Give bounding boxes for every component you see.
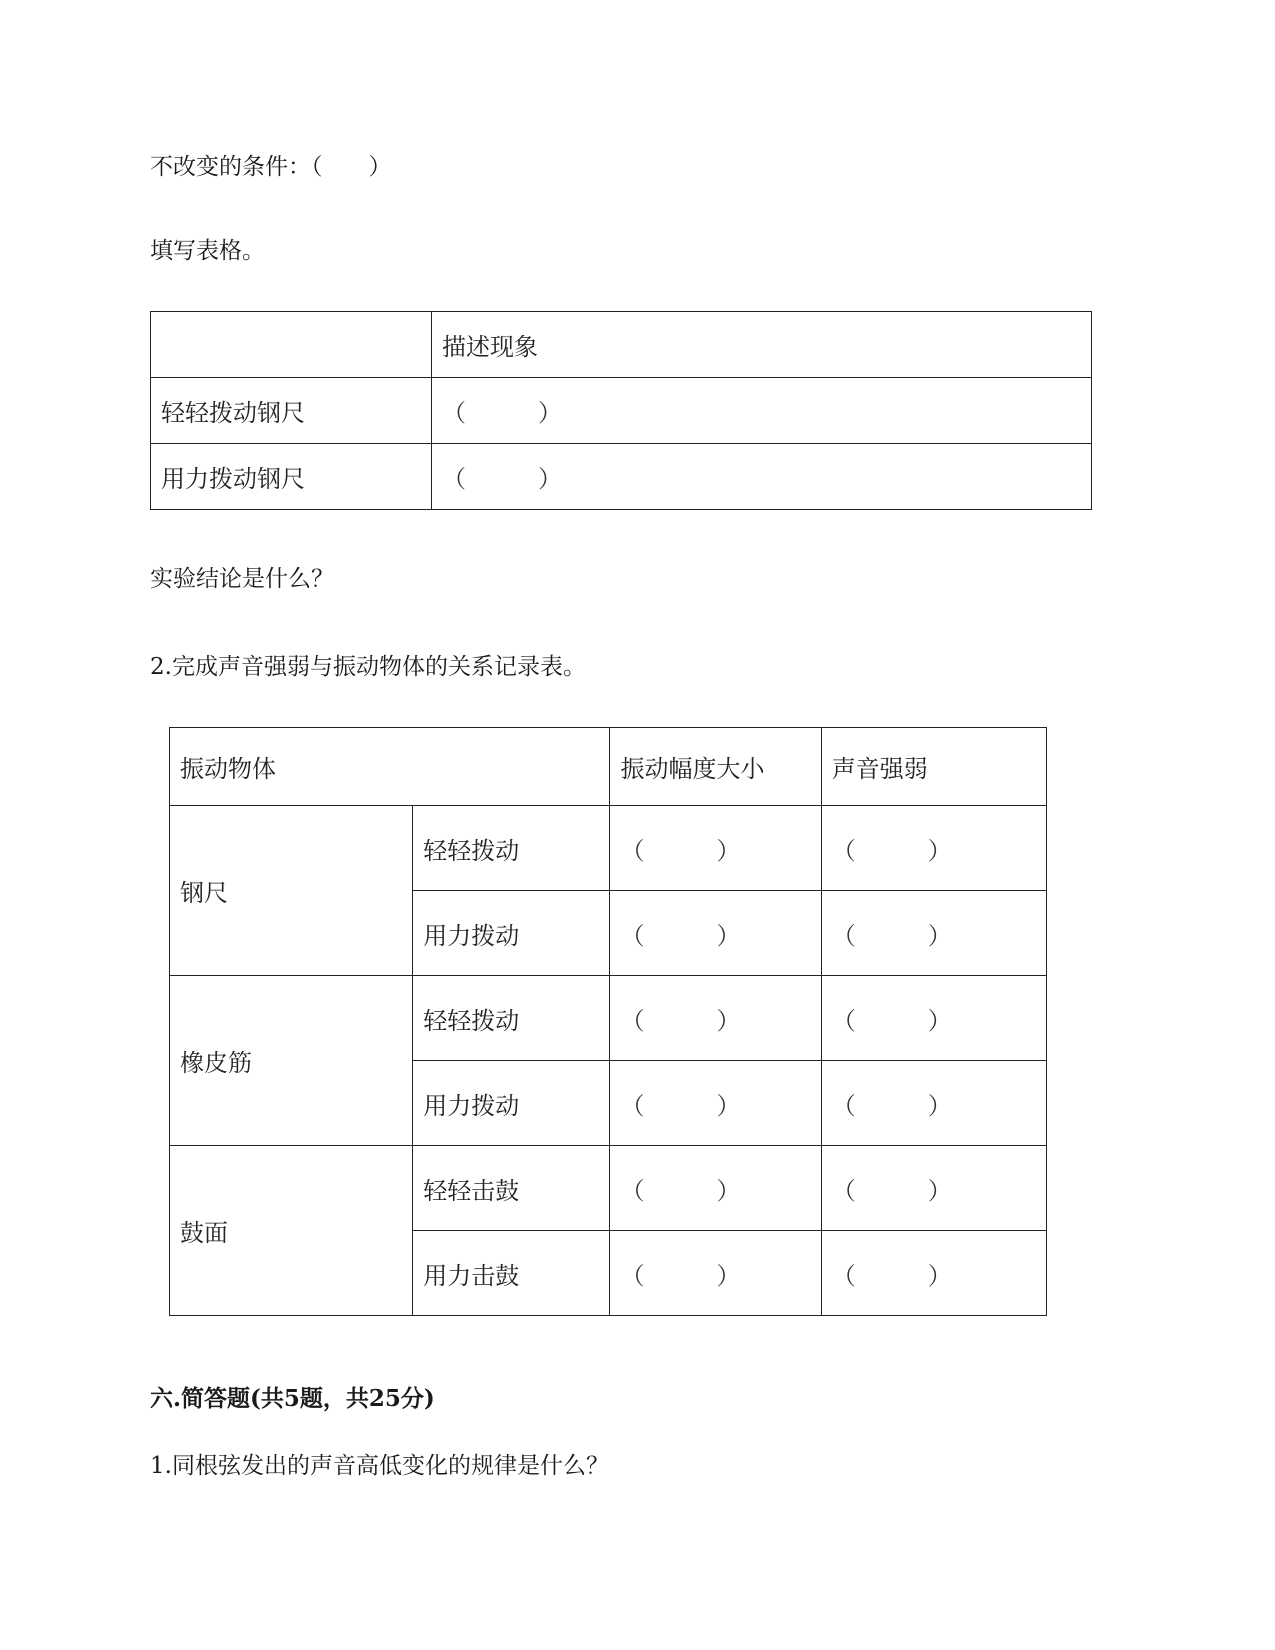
table1-answer-blank[interactable]: （ ）: [432, 378, 1092, 444]
table2-action: 用力拨动: [413, 891, 610, 976]
loudness-blank[interactable]: （ ）: [821, 976, 1046, 1061]
question-2: 2.完成声音强弱与振动物体的关系记录表。: [150, 654, 586, 680]
loudness-blank[interactable]: （ ）: [821, 1146, 1046, 1231]
table2-header-object: 振动物体: [170, 728, 610, 806]
amplitude-blank[interactable]: （ ）: [610, 806, 821, 891]
phenomenon-table: [150, 311, 1092, 510]
unchanged-condition-line: 不改变的条件：（ ）: [150, 154, 392, 180]
table1-row-label: 用力拨动钢尺: [151, 444, 432, 510]
amplitude-blank[interactable]: （ ）: [610, 976, 821, 1061]
table2-header-loudness: 声音强弱: [821, 728, 1046, 806]
table2-object: 鼓面: [170, 1146, 413, 1316]
table2-object: 橡皮筋: [170, 976, 413, 1146]
table2-action: 用力拨动: [413, 1061, 610, 1146]
amplitude-blank[interactable]: （ ）: [610, 891, 821, 976]
amplitude-blank[interactable]: （ ）: [610, 1231, 821, 1316]
amplitude-blank[interactable]: （ ）: [610, 1061, 821, 1146]
table1-header-describe: 描述现象: [432, 312, 1092, 378]
table1-row-label: 轻轻拨动钢尺: [151, 378, 432, 444]
loudness-blank[interactable]: （ ）: [821, 891, 1046, 976]
sound-vibration-record-table: [169, 727, 1047, 1316]
conclusion-question: 实验结论是什么？: [150, 566, 334, 592]
table2-action: 轻轻击鼓: [413, 1146, 610, 1231]
table2-action: 用力击鼓: [413, 1231, 610, 1316]
table2-header-amplitude: 振动幅度大小: [610, 728, 821, 806]
table2-object: 钢尺: [170, 806, 413, 976]
loudness-blank[interactable]: （ ）: [821, 806, 1046, 891]
loudness-blank[interactable]: （ ）: [821, 1061, 1046, 1146]
table2-action: 轻轻拨动: [413, 976, 610, 1061]
fill-table-instruction: 填写表格。: [150, 238, 265, 264]
table1-answer-blank[interactable]: （ ）: [432, 444, 1092, 510]
table1-header-empty: [151, 312, 432, 378]
loudness-blank[interactable]: （ ）: [821, 1231, 1046, 1316]
table2-action: 轻轻拨动: [413, 806, 610, 891]
amplitude-blank[interactable]: （ ）: [610, 1146, 821, 1231]
section-six-heading: 六.简答题(共5题，共25分): [150, 1385, 435, 1412]
question-6-1: 1.同根弦发出的声音高低变化的规律是什么？: [150, 1453, 609, 1479]
